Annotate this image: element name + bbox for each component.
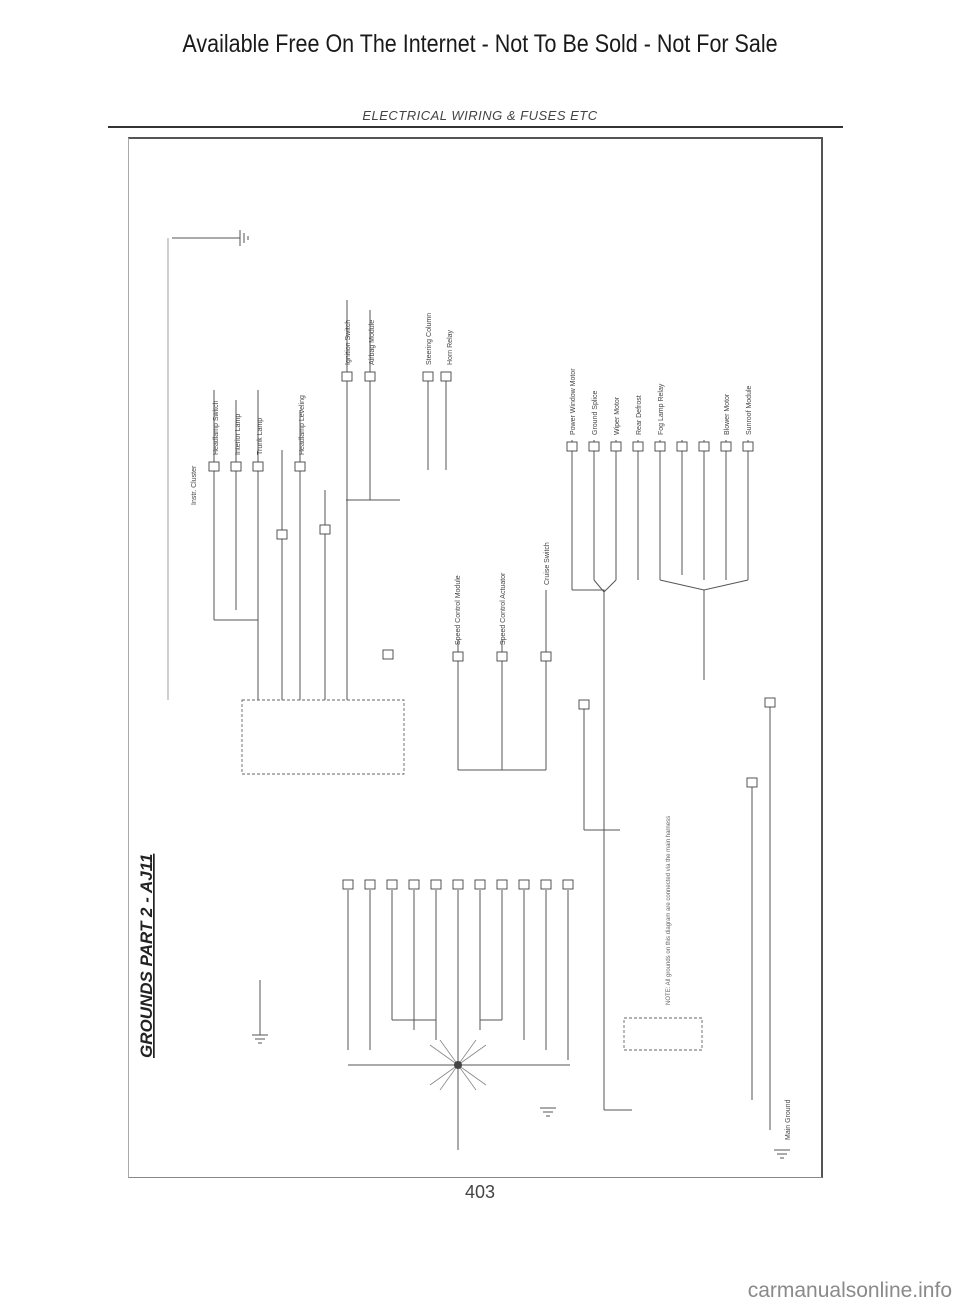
right-branch-group [567,440,753,700]
label-upper-8: Horn Relay [447,329,454,365]
label-lower-5: Blower Motor [724,393,731,435]
lower-left-branches [343,880,573,1060]
label-upper-6: Airbag Module [369,319,376,365]
label-upper-7: Steering Column [426,312,433,365]
page-number: 403 [464,1182,496,1202]
label-mid-0: Speed Control Module [455,575,462,645]
lower-right-wires [579,698,775,1130]
label-mid-2: Cruise Switch [544,542,551,585]
label-lower-1: Ground Splice [592,390,599,435]
label-lower-2: Wiper Motor [614,396,621,435]
section-title: ELECTRICAL WIRING & FUSES ETC [362,108,598,123]
legend-ground-icon [774,1150,790,1158]
diagram-title: GROUNDS PART 2 - AJ11 [137,853,156,1058]
star-junction [348,1040,570,1150]
label-upper-1: Headlamp Switch [213,400,220,455]
legend-text: Main Ground [785,1099,792,1140]
banner-notice: Available Free On The Internet - Not To Be Sold - Not For Sale [182,30,778,58]
note-text: NOTE: All grounds on this diagram are connected via the main harness [666,815,672,1005]
module-box [242,700,404,774]
label-upper-0: Instr. Cluster [191,465,198,505]
label-upper-4: Headlamp Leveling [299,395,306,455]
label-lower-4: Fog Lamp Relay [658,383,665,435]
ground-icon-left [252,980,268,1043]
ground-icon-mid [540,1108,556,1116]
label-mid-1: Speed Control Actuator [500,572,507,645]
ground-top-icon [240,230,248,246]
label-lower-6: Sunroof Module [746,385,753,435]
label-upper-5: Ignition Switch [345,319,352,365]
label-lower-0: Power Window Motor [570,368,577,435]
label-lower-3: Rear Defrost [636,395,643,435]
upper-right-wires [423,372,451,470]
watermark[interactable]: carmanualsonline.info [747,1279,952,1302]
label-upper-3: Trunk Lamp [257,417,264,455]
label-upper-2: Interior Lamp [235,413,242,455]
